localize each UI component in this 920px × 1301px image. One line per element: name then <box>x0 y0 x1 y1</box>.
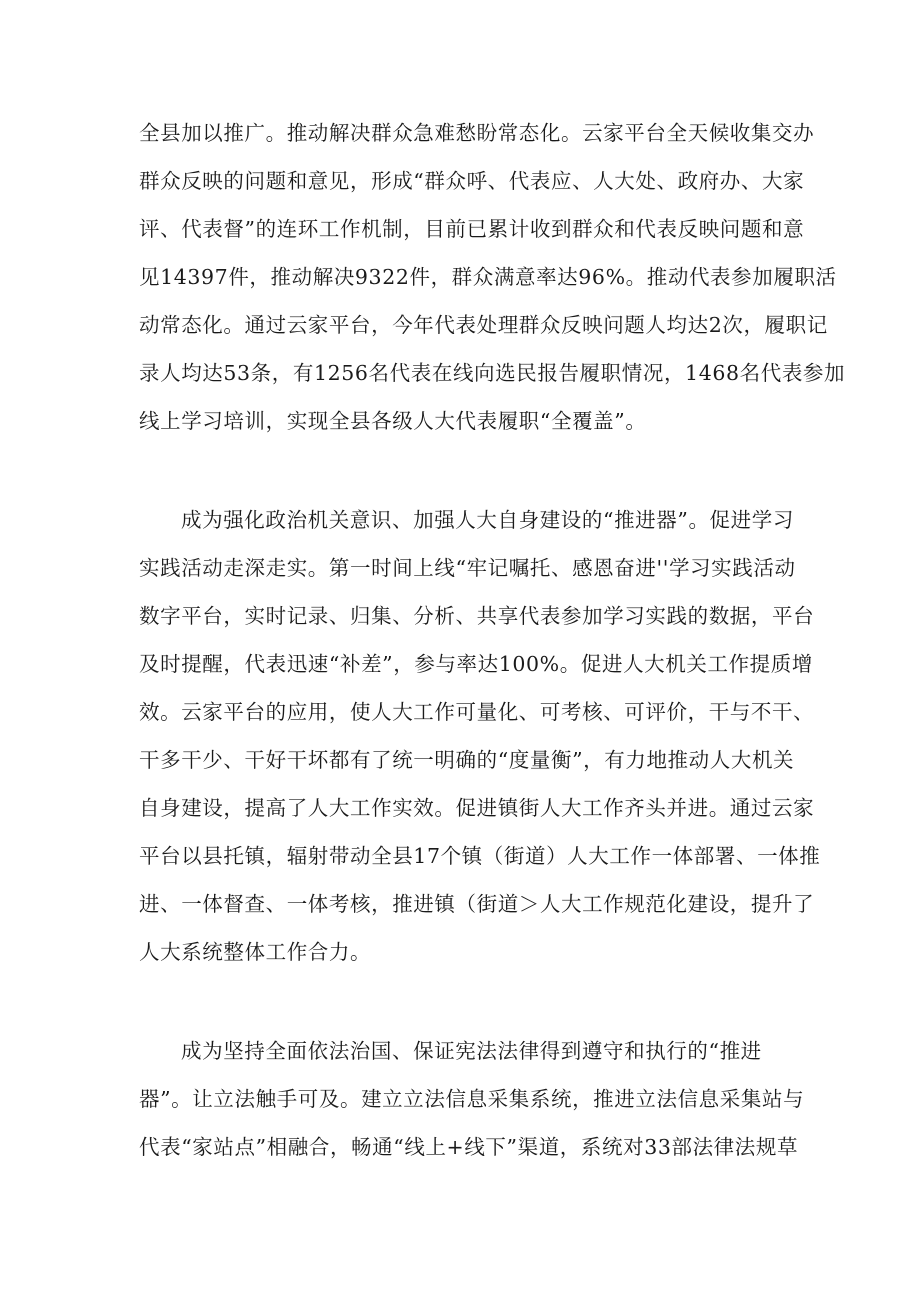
text-line: 实践活动走深走实。第一时间上线“牢记嘱托、感恩奋进''学习实践活动 <box>139 556 796 580</box>
text-line: 全县加以推广。推动解决群众急难愁盼常态化。云家平台全天候收集交办 <box>139 121 815 145</box>
text-line: 动常态化。通过云家平台，今年代表处理群众反映问题人均达2次，履职记 <box>139 313 828 337</box>
text-line: 平台以县托镇，辐射带动全县17个镇（街道）人大工作一体部署、一体推 <box>139 844 821 868</box>
text-line: 成为坚持全面依法治国、保证宪法法律得到遵守和执行的“推进 <box>181 1039 762 1063</box>
text-line: 录人均达53条，有1256名代表在线向选民报告履职情况，1468名代表参加 <box>139 361 846 385</box>
text-line: 人大系统整体工作合力。 <box>139 940 372 964</box>
text-line: 线上学习培训，实现全县各级人大代表履职“全覆盖”。 <box>139 409 647 433</box>
text-line: 群众反映的问题和意见，形成“群众呼、代表应、人大处、政府办、大家 <box>139 169 805 193</box>
text-line: 进、一体督查、一体考核，推进镇（街道＞人大工作规范化建设，提升了 <box>139 892 815 916</box>
text-line: 成为强化政治机关意识、加强人大自身建设的“推进器”。促进学习 <box>181 508 794 532</box>
text-line: 自身建设，提高了人大工作实效。促进镇街人大工作齐头并进。通过云家 <box>139 796 815 820</box>
text-line: 干多干少、干好干坏都有了统一明确的“度量衡”，有力地推动人大机关 <box>139 748 795 772</box>
text-line: 数字平台，实时记录、归集、分析、共享代表参加学习实践的数据，平台 <box>139 604 815 628</box>
text-line: 见14397件，推动解决9322件，群众满意率达96%。推动代表参加履职活 <box>139 265 837 289</box>
text-line: 器”。让立法触手可及。建立立法信息采集系统，推进立法信息采集站与 <box>139 1087 805 1111</box>
text-line: 效。云家平台的应用，使人大工作可量化、可考核、可评价，干与不干、 <box>139 700 815 724</box>
text-line: 及时提醒，代表迅速“补差”，参与率达100%。促进人大机关工作提质增 <box>139 652 813 676</box>
text-line: 评、代表督”的连环工作机制，目前已累计收到群众和代表反映问题和意 <box>139 217 805 241</box>
text-line: 代表“家站点”相融合，畅通“线上+线下”渠道，系统对33部法律法规草 <box>139 1135 799 1159</box>
